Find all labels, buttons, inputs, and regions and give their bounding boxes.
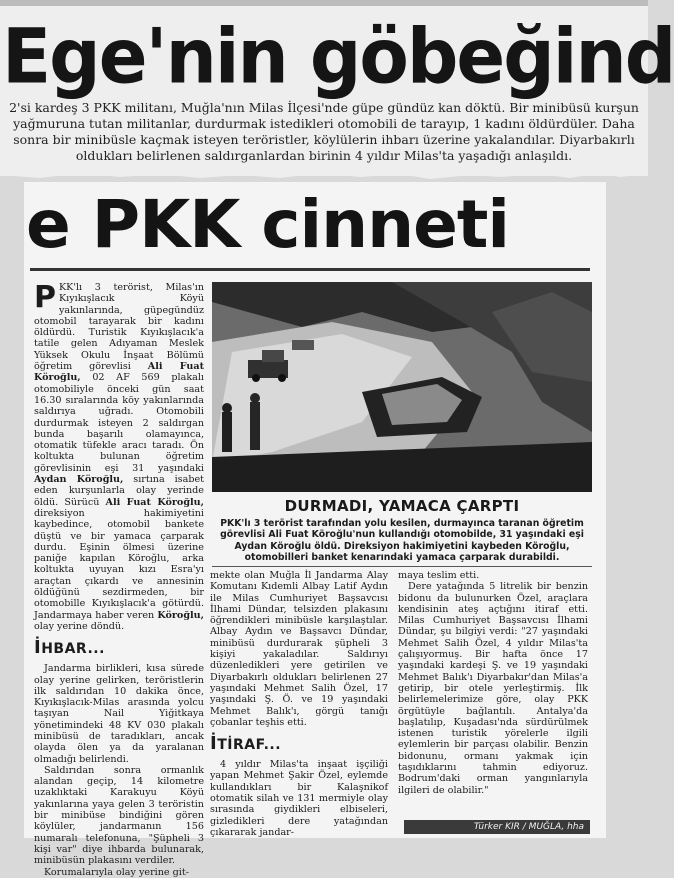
drop-cap: P — [34, 280, 56, 315]
article-column-3 — [398, 570, 588, 818]
paragraph: Saldırıdan sonra ormanlık alandan geçip, 14 kilometre uzaklıktaki Karakuyu Köyü yakınlarına yaya gelen 3 teröristin bir minibüse bindiğini gören köylüler, jandarmanın 156 numaralı telefonuna, "Şüpheli 3 kişi var" diye ihbarda bulunarak, minibüsün plakasını verdiler. — [34, 764, 204, 867]
photo-caption-title: DURMADI, YAMACA ÇARPTI — [284, 497, 520, 515]
caption-rule — [212, 566, 592, 567]
crash-scene-photo — [212, 282, 592, 492]
article-column-1 — [34, 280, 204, 878]
article-headline: e PKK cinneti — [26, 186, 510, 263]
person-name: Köroğlu, — [157, 609, 204, 621]
photo-credit: Türker KIR / MUĞLA, hha — [404, 820, 590, 834]
photo-image — [212, 282, 592, 492]
paragraph: Dere yatağında 5 litrelik bir benzin bidonu da bulunurken Özel, araçlara kendisinin ateş açtığını itiraf etti. Milas Cumhuriyet Başsavcısı İlhami Dündar, şu bilgiyi verdi: "27 yaşındaki Mehmet Salih Özel, 4 yıldır Milas'ta çalışıyormuş. Bir hafta önce 17 yaşındaki kardeşi Ş. ve 19 yaşındaki Mehmet Balık'ı Diyarbakır'dan Milas'a getirip, bir otele yerleştirmiş. İlk belirlemelerimize göre, olay PKK örgütüyle bağlantılı. Antalya'da başlatılıp, Kuşadası'nda sürdürülmek istenen turistik yörelerle ilgili eylemlerin bir parçası olabilir. Benzin bidonunu, ormanı yakmak için taşıdıklarını tahmin ediyoruz. Bodrum'daki orman yangınlarıyla ilgileri de olabilir." — [398, 581, 588, 796]
top-headline: Ege'nin göbeğind — [2, 12, 674, 101]
paragraph: mekte olan Muğla İl Jandarma Alay Komutanı Kıdemli Albay Latif Aydın ile Milas Cumhuriyet Başsavcısı İlhami Dündar, telsizden plakasını öğrendikleri minibüsle karşılaştılar. Albay Aydın ve Başsavcı Dündar, minibüsü durdurarak şüpheli 3 kişiyi yakaladılar. Saldırıyı düzenledikleri yere getirilen ve Diyarbakırlı oldukları belirlenen 27 yaşındaki Mehmet Salih Özel, 17 yaşındaki Ş. Ö. ve 19 yaşındaki Mehmet Balık'ı, görgü tanığı çobanlar teşhis etti. — [210, 570, 388, 728]
person-name: Aydan Köroğlu, — [34, 474, 124, 486]
paragraph-text: KK'lı 3 terörist, Milas'ın Kıyıkışlacık Köyü yakınlarında, güpegündüz otomobil tarayarak bir kadını öldürdü. Turistik Kıyıkışlacık'a tatile gelen Adıyaman Meslek Yüksek Okulu İnşaat Bölümü öğretim görevlisi — [34, 282, 204, 373]
paragraph: Korumalarıyla olay yerine git- — [44, 866, 189, 878]
subhead-ihbar: İHBAR... — [34, 637, 105, 659]
top-lead-paragraph: 2'si kardeş 3 PKK militanı, Muğla'nın Milas İlçesi'nde güpe gündüz kan döktü. Bir minibüsü kurşun yağmuruna tutan militanlar, durdurmak istedikleri otomobili de tarayıp, 1 kadını öldürdüler. Daha sonra bir minibüsle kaçmak isteyen teröristler, köylülerin ihbarı üzerine yakalandılar. Diyarbakırlı oldukları belirlenen saldırganlardan birinin 4 yıldır Milas'ta yaşadığı anlaşıldı. — [9, 100, 639, 163]
person-name: Ali Fuat Köroğlu, — [34, 361, 204, 384]
article-column-2 — [210, 570, 388, 838]
person-name: Ali Fuat Köroğlu, — [105, 496, 204, 508]
photo-caption: PKK'lı 3 terörist tarafından yolu kesilen, durmayınca taranan öğretim görevlisi Ali Fuat Köroğlu'nun kullandığı otomobilde, 31 yaşındaki eşi Aydan Köroğlu öldü. Direksiyon hakimiyetini kaybeden Köroğlu, otomobilleri banket kenarındaki yamaca çarparak durabildi. — [220, 518, 584, 563]
paragraph-text: olay yerine döndü. — [34, 620, 125, 632]
paragraph: maya teslim etti. — [398, 570, 480, 581]
headline-rule — [30, 268, 590, 271]
subhead-itiraf: İTİRAF... — [210, 733, 282, 755]
paragraph-text: 02 AF 569 plakalı otomobiliyle önceki gün saat 16.30 sıralarında köy yakınlarında saldırıya uğradı. Otomobili durdurmak isteyen 2 saldırgan bunda başarılı olamayınca, otomatik tüfekle aracı taradı. Ön koltukta bulunan öğretim görevlisinin eşi 31 yaşındaki — [34, 372, 204, 474]
paragraph-text: sırtına isabet eden kurşunlarla olay yerinde öldü. Sürücü — [34, 474, 204, 508]
paragraph-text: direksiyon hakimiyetini kaybedince, otomobil bankete düştü ve bir yamaca çarparak durdu. Eşinin ölmesi üzerine paniğe kapılan Köroğlu, arka koltukta uyuyan kızı Esra'yı araçtan çıkardı ve annesinin öldüğünü sezdirmeden, bir otomobille Kıyıkışlacık'a götürdü. Jandarmaya haber veren — [34, 507, 204, 621]
paragraph: 4 yıldır Milas'ta inşaat işçiliği yapan Mehmet Şakir Özel, eylemde kullandıkları bir Kalaşnikof otomatik silah ve 131 mermiyle olay sırasında giydikleri elbiseleri, gizledikleri dere yatağından çıkararak jandar- — [210, 759, 388, 838]
paragraph: Jandarma birlikleri, kısa sürede olay yerine gelirken, teröristlerin ilk saldırıdan 10 dakika önce, Kıyıkışlacık-Milas arasında yolcu taşıyan Nail Yiğitkaya yönetimindeki 48 KV 030 plakalı minibüsü de taradıkları, ancak olayda ölen ya da yaralanan olmadığı belirlendi. — [34, 663, 204, 765]
